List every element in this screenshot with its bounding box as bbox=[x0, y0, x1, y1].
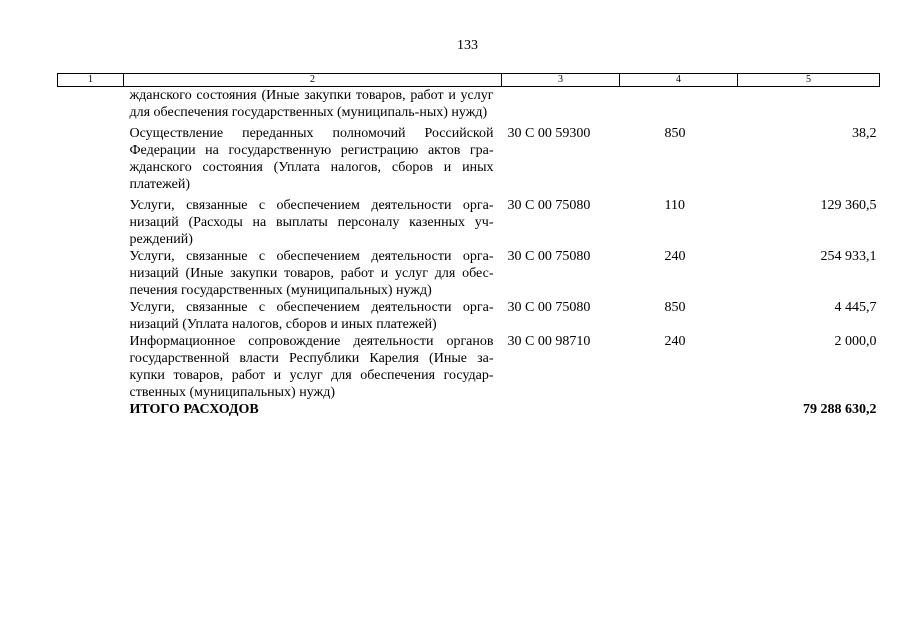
column-header-1: 1 bbox=[58, 74, 124, 87]
expense-name: Услуги, связанные с обеспечением деятельности орга-низаций (Расходы на выплаты персоналу казенных уч-реждений) bbox=[129, 198, 494, 247]
target-article-code: 30 С 00 59300 bbox=[507, 126, 591, 141]
total-empty-cell bbox=[502, 401, 620, 418]
table-row bbox=[58, 197, 880, 248]
target-article-code bbox=[502, 87, 620, 126]
expense-name: Информационное сопровождение деятельности органов государственной власти Республики Карелия (Иные за-купки товаров, работ и услуг для обеспечения государ-ственных (муниципальных) нужд) bbox=[129, 334, 494, 400]
row-spacer-cell bbox=[58, 299, 124, 333]
expense-name: жданского состояния (Иные закупки товаров, работ и услуг для обеспечения государственных (муниципаль-ных) нужд) bbox=[129, 88, 494, 120]
expense-name: Услуги, связанные с обеспечением деятельности орга-низаций (Уплата налогов, сборов и иных платежей) bbox=[129, 300, 494, 332]
expense-name: Услуги, связанные с обеспечением деятельности орга-низаций (Иные закупки товаров, работ и услуг для обес-печения государственных (муниципальных) нужд) bbox=[129, 249, 494, 298]
budget-expenses-table bbox=[57, 73, 880, 418]
expense-type-code: 850 bbox=[664, 300, 686, 315]
expense-amount: 129 360,5 bbox=[820, 198, 877, 213]
target-article-code: 30 С 00 75080 bbox=[507, 198, 591, 213]
expense-type-code: 110 bbox=[664, 198, 685, 213]
expense-amount: 4 445,7 bbox=[834, 300, 877, 315]
page-number: 133 bbox=[457, 38, 478, 53]
column-header-5: 5 bbox=[738, 74, 880, 87]
column-header-2: 2 bbox=[124, 74, 502, 87]
row-spacer-cell bbox=[58, 333, 124, 401]
expense-type-code bbox=[620, 87, 738, 126]
total-label: ИТОГО РАСХОДОВ bbox=[129, 402, 259, 417]
expense-amount: 254 933,1 bbox=[820, 249, 877, 264]
column-header-3: 3 bbox=[502, 74, 620, 87]
table-body bbox=[58, 87, 880, 419]
table-row bbox=[58, 248, 880, 299]
total-row bbox=[58, 401, 880, 418]
expense-type-code: 240 bbox=[664, 249, 686, 264]
expense-type-code: 240 bbox=[664, 334, 686, 349]
total-amount: 79 288 630,2 bbox=[803, 402, 877, 417]
table-row bbox=[58, 299, 880, 333]
expense-name: Осуществление переданных полномочий Российской Федерации на государственную регистрацию актов гра-жданского состояния (Уплата налогов, сборов и иных платежей) bbox=[129, 126, 494, 192]
target-article-code: 30 С 00 75080 bbox=[507, 249, 591, 264]
expense-amount bbox=[738, 87, 880, 126]
table-row bbox=[58, 87, 880, 126]
expense-type-code: 850 bbox=[664, 126, 686, 141]
row-spacer-cell bbox=[58, 248, 124, 299]
expense-amount: 2 000,0 bbox=[834, 334, 877, 349]
table-header bbox=[58, 74, 880, 87]
table-row bbox=[58, 333, 880, 401]
row-spacer-cell bbox=[58, 87, 124, 126]
table-row bbox=[58, 125, 880, 197]
expense-amount: 38,2 bbox=[852, 126, 877, 141]
total-empty-cell bbox=[620, 401, 738, 418]
row-spacer-cell bbox=[58, 401, 124, 418]
header-row bbox=[58, 74, 880, 87]
row-spacer-cell bbox=[58, 197, 124, 248]
row-spacer-cell bbox=[58, 125, 124, 197]
target-article-code: 30 С 00 75080 bbox=[507, 300, 591, 315]
column-header-4: 4 bbox=[620, 74, 738, 87]
target-article-code: 30 С 00 98710 bbox=[507, 334, 591, 349]
